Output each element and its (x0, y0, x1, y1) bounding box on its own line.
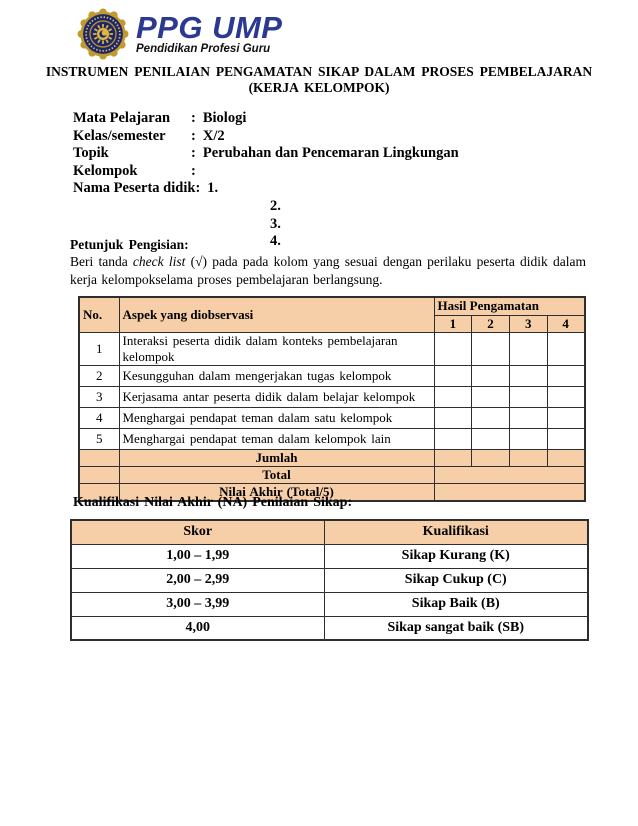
observation-row-1 (79, 332, 585, 365)
qualification-row-3-00-3-99 (71, 592, 588, 616)
meta-student-name-2 (73, 198, 459, 216)
aspect-text: Kesungguhan dalam mengerjakan tugas kelompok (119, 365, 434, 386)
student-name-number: 3. (270, 215, 281, 232)
scale-header-3: 3 (509, 315, 547, 332)
check-cell-row2-col1[interactable] (434, 365, 472, 386)
observation-table (78, 296, 586, 502)
row-number: 3 (79, 386, 119, 407)
document-title-line1: INSTRUMEN PENILAIAN PENGAMATAN SIKAP DALAM PROSES PEMBELAJARAN (45, 64, 593, 79)
summary-value-cell-jumlah-col1[interactable] (434, 449, 472, 466)
summary-no-cell (79, 449, 119, 466)
university-seal-icon (76, 8, 130, 60)
summary-value-cell-total[interactable] (434, 466, 585, 483)
instructions-block (70, 236, 586, 288)
row-number: 4 (79, 407, 119, 428)
meta-field-kelompok (73, 163, 459, 181)
check-cell-row5-col1[interactable] (434, 428, 472, 449)
qualification-row-2-00-2-99 (71, 568, 588, 592)
check-cell-row2-col4[interactable] (547, 365, 585, 386)
qualification-row-4-00 (71, 616, 588, 640)
meta-field-topik (73, 145, 459, 163)
col-header-no: No. (79, 297, 119, 332)
summary-no-cell (79, 466, 119, 483)
scale-header-4: 4 (547, 315, 585, 332)
skor-value: 1,00 – 1,99 (71, 544, 324, 568)
meta-field-nama-peserta-didik (73, 180, 459, 198)
kualifikasi-value: Sikap Baik (B) (324, 592, 588, 616)
metadata-block (73, 110, 459, 251)
check-cell-row3-col1[interactable] (434, 386, 472, 407)
row-number: 5 (79, 428, 119, 449)
instructions-body (70, 253, 586, 288)
aspect-text: Kerjasama antar peserta didik dalam belajar kelompok (119, 386, 434, 407)
meta-label: Nama Peserta didik (73, 180, 196, 197)
meta-colon: : (191, 162, 196, 179)
aspect-text: Interaksi peserta didik dalam konteks pembelajaran kelompok (119, 332, 434, 365)
check-cell-row4-col1[interactable] (434, 407, 472, 428)
check-cell-row4-col4[interactable] (547, 407, 585, 428)
meta-value: Perubahan dan Pencemaran Lingkungan (202, 145, 459, 162)
instructions-text: Beri tanda (70, 254, 133, 270)
check-cell-row3-col4[interactable] (547, 386, 585, 407)
summary-label: Jumlah (119, 449, 434, 466)
meta-colon: : (191, 127, 196, 144)
scale-header-2: 2 (472, 315, 510, 332)
meta-label: Kelas/semester (73, 127, 166, 144)
meta-field-kelas-semester (73, 128, 459, 146)
skor-value: 4,00 (71, 616, 324, 640)
qualification-table (70, 519, 589, 641)
logo-text-block (136, 10, 283, 55)
instructions-text-rest: (√) pada pada kolom yang sesuai dengan perilaku peserta didik dalam kerja kelompokselama proses pembelajaran berlangsung. (70, 254, 586, 287)
col-header-aspect: Aspek yang diobservasi (119, 297, 434, 332)
summary-label: Total (119, 466, 434, 483)
summary-row-jumlah (79, 449, 585, 466)
scale-header-1: 1 (434, 315, 472, 332)
summary-value-cell-jumlah-col2[interactable] (472, 449, 510, 466)
kualifikasi-value: Sikap sangat baik (SB) (324, 616, 588, 640)
check-cell-row5-col4[interactable] (547, 428, 585, 449)
aspect-text: Menghargai pendapat teman dalam kelompok lain (119, 428, 434, 449)
summary-row-total (79, 466, 585, 483)
qual-header-kualifikasi: Kualifikasi (324, 520, 588, 544)
observation-row-5 (79, 428, 585, 449)
meta-value: X/2 (202, 127, 225, 144)
meta-value: Biologi (202, 110, 247, 126)
summary-value-cell-jumlah-col3[interactable] (509, 449, 547, 466)
check-cell-row1-col1[interactable] (434, 332, 472, 365)
skor-value: 2,00 – 2,99 (71, 568, 324, 592)
summary-value-cell-jumlah-col4[interactable] (547, 449, 585, 466)
document-title (30, 64, 608, 95)
check-cell-row1-col3[interactable] (509, 332, 547, 365)
summary-label: Nilai Akhir (Total/5) (119, 483, 434, 501)
instructions-heading: Petunjuk Pengisian: (70, 237, 189, 252)
meta-student-name-3 (73, 216, 459, 234)
qualification-heading: Kualifikasi Nilai Akhir (NA) Penilaian Sikap: (73, 495, 353, 510)
row-number: 1 (79, 332, 119, 365)
check-cell-row4-col2[interactable] (472, 407, 510, 428)
kualifikasi-value: Sikap Kurang (K) (324, 544, 588, 568)
check-cell-row3-col3[interactable] (509, 386, 547, 407)
check-cell-row2-col2[interactable] (472, 365, 510, 386)
meta-colon: : (191, 145, 196, 162)
meta-label: Kelompok (73, 162, 138, 179)
skor-value: 3,00 – 3,99 (71, 592, 324, 616)
meta-label: Mata Pelajaran (73, 110, 171, 126)
summary-value-cell-nilai-akhir-total-5[interactable] (434, 483, 585, 501)
student-name-number: 2. (270, 197, 281, 214)
qualification-row-1-00-1-99 (71, 544, 588, 568)
qual-header-skor: Skor (71, 520, 324, 544)
col-header-result: Hasil Pengamatan (434, 297, 585, 315)
logo-brand-text: PPG UMP (136, 10, 283, 45)
observation-row-3 (79, 386, 585, 407)
instructions-italic-term: check list (132, 254, 186, 270)
meta-colon: : (195, 180, 201, 197)
meta-label: Topik (73, 145, 109, 162)
meta-field-mata-pelajaran (73, 110, 459, 128)
student-name-number: 4. (270, 233, 281, 250)
check-cell-row1-col4[interactable] (547, 332, 585, 365)
check-cell-row1-col2[interactable] (472, 332, 510, 365)
row-number: 2 (79, 365, 119, 386)
observation-row-2 (79, 365, 585, 386)
aspect-text: Menghargai pendapat teman dalam satu kelompok (119, 407, 434, 428)
logo-tagline-text: Pendidikan Profesi Guru (136, 43, 271, 55)
document-title-line2: (KERJA KELOMPOK) (248, 79, 390, 95)
check-cell-row2-col3[interactable] (509, 365, 547, 386)
meta-colon: : (191, 110, 196, 126)
letterhead-logo (76, 8, 282, 60)
meta-value: 1. (207, 180, 219, 197)
check-cell-row5-col3[interactable] (509, 428, 547, 449)
check-cell-row4-col3[interactable] (509, 407, 547, 428)
check-cell-row5-col2[interactable] (472, 428, 510, 449)
check-cell-row3-col2[interactable] (472, 386, 510, 407)
observation-row-4 (79, 407, 585, 428)
kualifikasi-value: Sikap Cukup (C) (324, 568, 588, 592)
